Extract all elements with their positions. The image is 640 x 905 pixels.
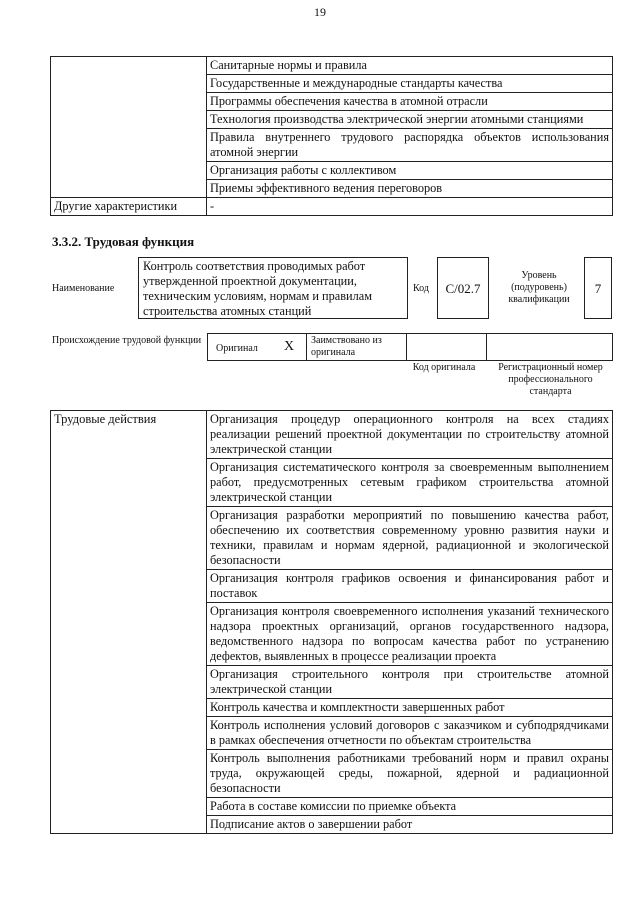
- knowledge-item: Организация работы с коллективом: [207, 162, 613, 180]
- function-name: Контроль соответствия проводимых работ утвержденной проектной документации, техническим условиям, нормам и правилам строительства атомных станций: [138, 257, 408, 319]
- knowledge-item: Санитарные нормы и правила: [207, 57, 613, 75]
- reg-caption: Регистрационный номер профессионального стандарта: [498, 362, 603, 397]
- origin-box: [207, 333, 613, 361]
- divider: [406, 334, 407, 360]
- action-item: Организация разработки мероприятий по повышению качества работ, обеспечению их соответствия современному уровню развития науки и техники, правилам и нормам ядерной, радиационной и экологической безопасности: [207, 507, 613, 570]
- action-item: Организация процедур операционного контроля на всех стадиях реализации решений проектной документации по строительству атомной электрической станции: [207, 411, 613, 459]
- action-item: Организация контроля своевременного исполнения указаний технического надзора проектных организаций, органов государственного надзора, ведомственного надзора по вопросам качества работ по устранению дефектов, выявленных в процессе реализации проекта: [207, 603, 613, 666]
- page-number: 19: [314, 5, 326, 19]
- other-characteristics-label: Другие характеристики: [51, 198, 207, 216]
- table-row: [51, 198, 613, 216]
- action-item: Контроль выполнения работниками требований норм и правил охраны труда, окружающей среды, пожарной, ядерной и радиационной безопасности: [207, 750, 613, 798]
- code-caption: Код оригинала: [412, 362, 476, 373]
- action-item: Организация строительного контроля при строительстве атомной электрической станции: [207, 666, 613, 699]
- actions-table: [50, 410, 613, 834]
- original-label: Оригинал: [216, 343, 258, 354]
- table-cell-empty: [51, 57, 207, 198]
- action-item: Подписание актов о завершении работ: [207, 816, 613, 834]
- origin-label: Происхождение трудовой функции: [52, 335, 202, 346]
- knowledge-item: Приемы эффективного ведения переговоров: [207, 180, 613, 198]
- knowledge-item: Правила внутреннего трудового распорядка объектов использования атомной энергии: [207, 129, 613, 162]
- knowledge-item: Государственные и международные стандарты качества: [207, 75, 613, 93]
- code-value: C/02.7: [437, 257, 489, 319]
- knowledge-item: Программы обеспечения качества в атомной отрасли: [207, 93, 613, 111]
- other-characteristics-value: -: [207, 198, 613, 216]
- code-label: Код: [413, 283, 429, 294]
- divider: [306, 334, 307, 360]
- borrowed-label: Заимствовано из оригинала: [311, 335, 382, 358]
- level-label: Уровень (подуровень) квалификации: [508, 270, 570, 305]
- action-item: Работа в составе комиссии по приемке объекта: [207, 798, 613, 816]
- action-item: Организация систематического контроля за своевременным выполнением работ, предусмотренных сетевым графиком строительства атомной электрической станции: [207, 459, 613, 507]
- name-label: Наименование: [52, 283, 115, 294]
- original-mark: X: [284, 339, 295, 354]
- knowledge-item: Технология производства электрической энергии атомными станциями: [207, 111, 613, 129]
- table-row: [51, 57, 613, 75]
- table-row: [51, 411, 613, 459]
- level-value: 7: [584, 257, 612, 319]
- actions-label: Трудовые действия: [51, 411, 207, 834]
- action-item: Организация контроля графиков освоения и финансирования работ и поставок: [207, 570, 613, 603]
- divider: [486, 334, 487, 360]
- action-item: Контроль качества и комплектности завершенных работ: [207, 699, 613, 717]
- action-item: Контроль исполнения условий договоров с заказчиком и субподрядчиками в рамках обеспечения отчетности по объектам строительства: [207, 717, 613, 750]
- section-heading: 3.3.2. Трудовая функция: [52, 234, 195, 249]
- knowledge-table: [50, 56, 613, 216]
